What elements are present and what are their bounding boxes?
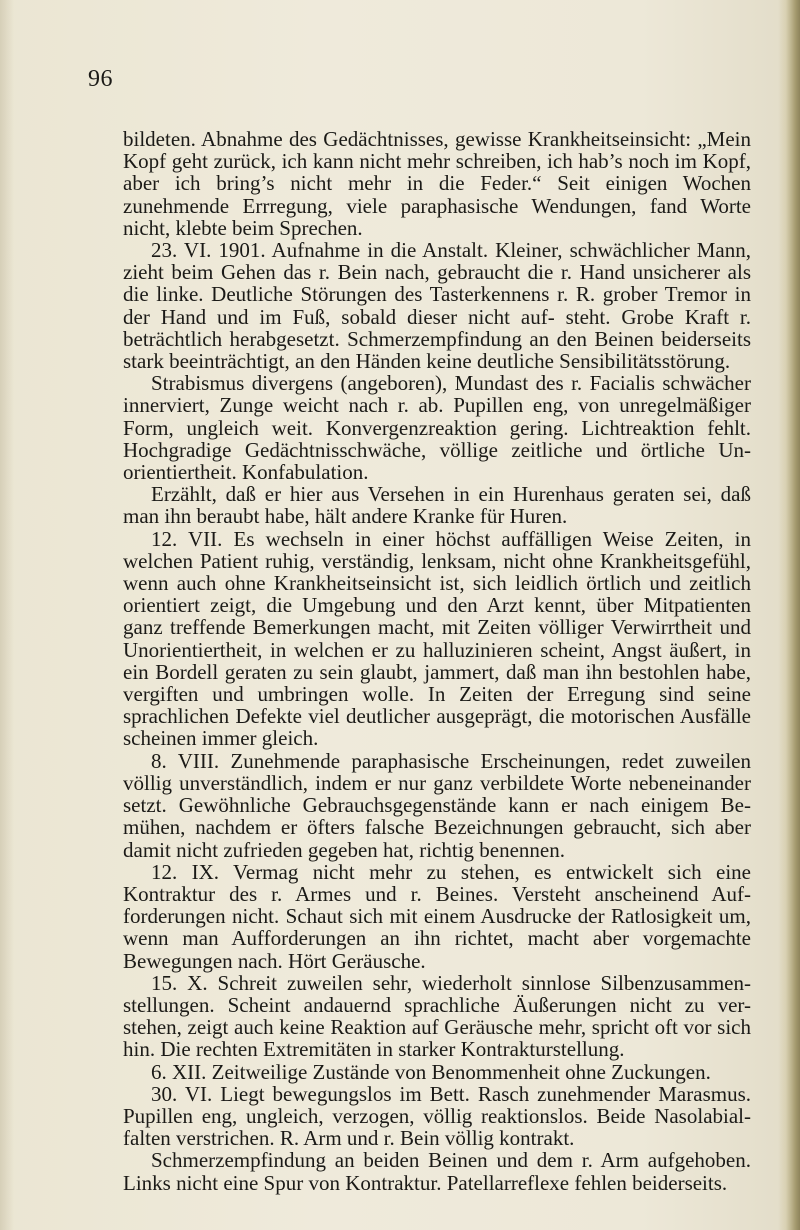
page-number: 96: [88, 66, 113, 92]
page-gutter-shadow: [0, 0, 14, 1230]
page-edge: [778, 0, 800, 1230]
paragraph: Schmerzempfindung an beiden Beinen und dem r. Arm aufgehoben. Links nicht eine Spur von Kontraktur. Patellarreflexe fehlen beiderseits.: [123, 1148, 751, 1195]
paragraph: 12. IX. Vermag nicht mehr zu stehen, es entwickelt sich eine Kontraktur des r. Armes und r. Beines. Versteht anscheinend Auf- forderungen nicht. Schaut sich mit einem Ausdrucke der Ratlosigkeit um, wenn man Aufforderungen an ihn richtet, macht aber vorgemachte Bewegungen nach. Hört Geräusche.: [123, 859, 751, 973]
paragraph: 15. X. Schreit zuweilen sehr, wiederholt sinnlose Silbenzusammen- stellungen. Scheint andauernd sprachliche Äußerungen nicht zu ver- stehen, zeigt auch keine Reaktion auf Geräusche mehr, spricht oft vor sich hin. Die rechten Extremitäten in starker Kontrakturstellung.: [123, 970, 751, 1062]
paragraph: 23. VI. 1901. Aufnahme in die Anstalt. Kleiner, schwächlicher Mann, zieht beim Gehen das r. Bein nach, gebraucht die r. Hand unsicherer als die linke. Deutliche Störungen des Tasterkennens r. R. grober Tremor in der Hand und im Fuß, sobald dieser nicht auf- steht. Grobe Kraft r. beträchtlich herabgesetzt. Schmerzempfindung an den Beinen beiderseits stark beeinträchtigt, an den Händen keine deutliche Sensibilitätsstörung.: [123, 238, 751, 374]
paragraph: Strabismus divergens (angeboren), Mundast des r. Facialis schwächer innerviert, Zunge weicht nach r. ab. Pupillen eng, von unregelmäßiger Form, ungleich weit. Konvergenzreaktion gering. Lichtreaktion fehlt. Hochgradige Gedächtnisschwäche, völlige zeitliche und örtliche Un- orientiertheit. Konfabulation.: [123, 371, 751, 485]
paragraph: 6. XII. Zeitweilige Zustände von Benommenheit ohne Zuckungen.: [151, 1059, 711, 1084]
paragraph: 8. VIII. Zunehmende paraphasische Erscheinungen, redet zuweilen völlig unverständlich, indem er nur ganz verbildete Worte nebeneinander setzt. Gewöhnliche Gebrauchsgegenstände kann er nach einigem Be- mühen, nachdem er öfters falsche Bezeichnungen gebraucht, sich aber damit nicht zufrieden gegeben hat, richtig benennen.: [123, 748, 751, 862]
body-text: [123, 128, 751, 1194]
paragraph: bildeten. Abnahme des Gedächtnisses, gewisse Krankheitseinsicht: „Mein Kopf geht zurück, ich kann nicht mehr schreiben, ich hab’s noch im Kopf, aber ich bring’s nicht mehr in die Feder.“ Seit einigen Wochen zunehmende Errregung, viele paraphasische Wendungen, fand Worte nicht, klebte beim Sprechen.: [123, 127, 751, 240]
paragraph: Erzählt, daß er hier aus Versehen in ein Hurenhaus geraten sei, daß man ihn beraubt habe, hält andere Kranke für Huren.: [123, 482, 751, 529]
paragraph: 12. VII. Es wechseln in einer höchst auffälligen Weise Zeiten, in welchen Patient ruhig, verständig, lenksam, nicht ohne Krankheitsgefühl, wenn auch ohne Krankheitseinsicht ist, sich leidlich örtlich und zeitlich orientiert zeigt, die Umgebung und den Arzt kennt, über Mitpatienten ganz treffende Bemerkungen macht, mit Zeiten völliger Verwirrtheit und Unorientiertheit, in welchen er zu halluzinieren scheint, Angst äußert, in ein Bordell geraten zu sein glaubt, jammert, daß man ihn bestohlen habe, vergiften und umbringen wolle. In Zeiten der Erregung sind seine sprachlichen Defekte viel deutlicher ausgeprägt, die motorischen Ausfälle scheinen immer gleich.: [123, 526, 751, 751]
paragraph: 30. VI. Liegt bewegungslos im Bett. Rasch zunehmender Marasmus. Pupillen eng, ungleich, verzogen, völlig reaktionslos. Beide Nasolabial- falten verstrichen. R. Arm und r. Bein völlig kontrakt.: [123, 1081, 751, 1151]
